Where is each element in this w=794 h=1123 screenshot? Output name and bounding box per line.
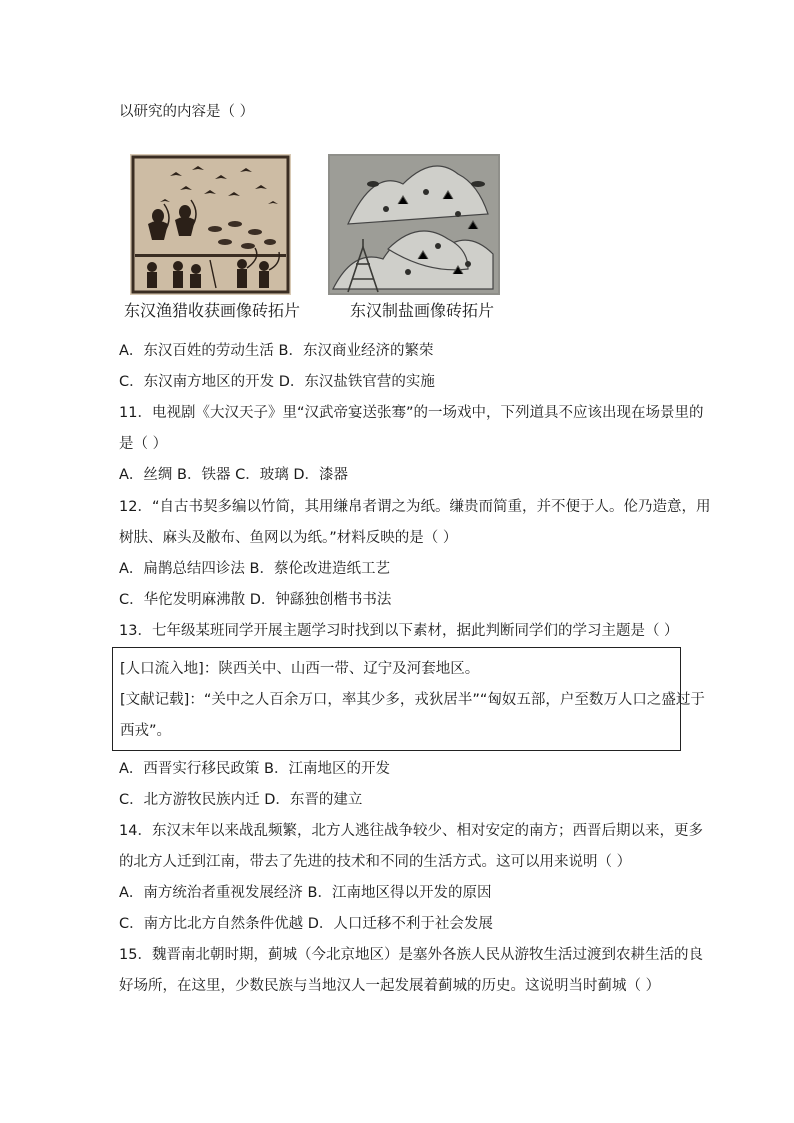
q14-options-row1: A．南方统治者重视发展经济 B．江南地区得以开发的原因 xyxy=(119,885,492,901)
q12-stem-line1: 12．“自古书契多编以竹简，其用缣帛者谓之为纸。缣贵而简重，并不便于人。伦乃造意，用 xyxy=(119,499,711,515)
q12-options-row2: C．华佗发明麻沸散 D．钟繇独创楷书书法 xyxy=(119,592,392,608)
q10-stem-tail: 以研究的内容是（ ） xyxy=(119,104,255,120)
q13-stem: 13．七年级某班同学开展主题学习时找到以下素材，据此判断同学们的学习主题是（ ） xyxy=(119,623,679,639)
q12-stem-line2: 树肤、麻头及敝布、鱼网以为纸。”材料反映的是（ ） xyxy=(119,530,458,546)
q13-box-line2: [文献记载]：“关中之人百余万口，率其少多，戎狄居半”“匈奴五部，户至数万人口之盛过于 xyxy=(120,692,705,708)
q14-stem-line1: 14．东汉末年以来战乱频繁，北方人逃往战争较少、相对安定的南方；西晋后期以来，更多 xyxy=(119,823,703,839)
q15-stem-line2: 好场所，在这里，少数民族与当地汉人一起发展着蓟城的历史。这说明当时蓟城（ ） xyxy=(119,978,661,994)
q13-material-box xyxy=(112,647,705,751)
q11-options: A．丝绸 B．铁器 C．玻璃 D．漆器 xyxy=(119,467,348,483)
q10-options-row1: A．东汉百姓的劳动生活 B．东汉商业经济的繁荣 xyxy=(119,343,434,359)
q13-box-line1: [人口流入地]：陕西关中、山西一带、辽宁及河套地区。 xyxy=(120,661,480,677)
fishing-hunting-caption: 东汉渔猎收获画像砖拓片 xyxy=(124,301,301,320)
q10-options-row2: C．东汉南方地区的开发 D．东汉盐铁官营的实施 xyxy=(119,374,435,390)
salt-making-caption: 东汉制盐画像砖拓片 xyxy=(350,301,495,320)
q11-stem-line1: 11．电视剧《大汉天子》里“汉武帝宴送张骞”的一场戏中，下列道具不应该出现在场景里的 xyxy=(119,405,704,421)
q13-options-row2: C．北方游牧民族内迁 D．东晋的建立 xyxy=(119,792,363,808)
fishing-hunting-rubbing-image xyxy=(130,154,291,295)
q14-options-row2: C．南方比北方自然条件优越 D．人口迁移不利于社会发展 xyxy=(119,916,493,932)
q12-options-row1: A．扁鹊总结四诊法 B．蔡伦改进造纸工艺 xyxy=(119,561,390,577)
salt-making-rubbing-image xyxy=(328,154,500,295)
q13-options-row1: A．西晋实行移民政策 B．江南地区的开发 xyxy=(119,761,390,777)
q13-box-line3: 西戎”。 xyxy=(120,723,172,739)
q14-stem-line2: 的北方人迁到江南，带去了先进的技术和不同的生活方式。这可以用来说明（ ） xyxy=(119,854,632,870)
q11-stem-line2: 是（ ） xyxy=(119,436,168,452)
q15-stem-line1: 15．魏晋南北朝时期，蓟城（今北京地区）是塞外各族人民从游牧生活过渡到农耕生活的良 xyxy=(119,947,703,963)
